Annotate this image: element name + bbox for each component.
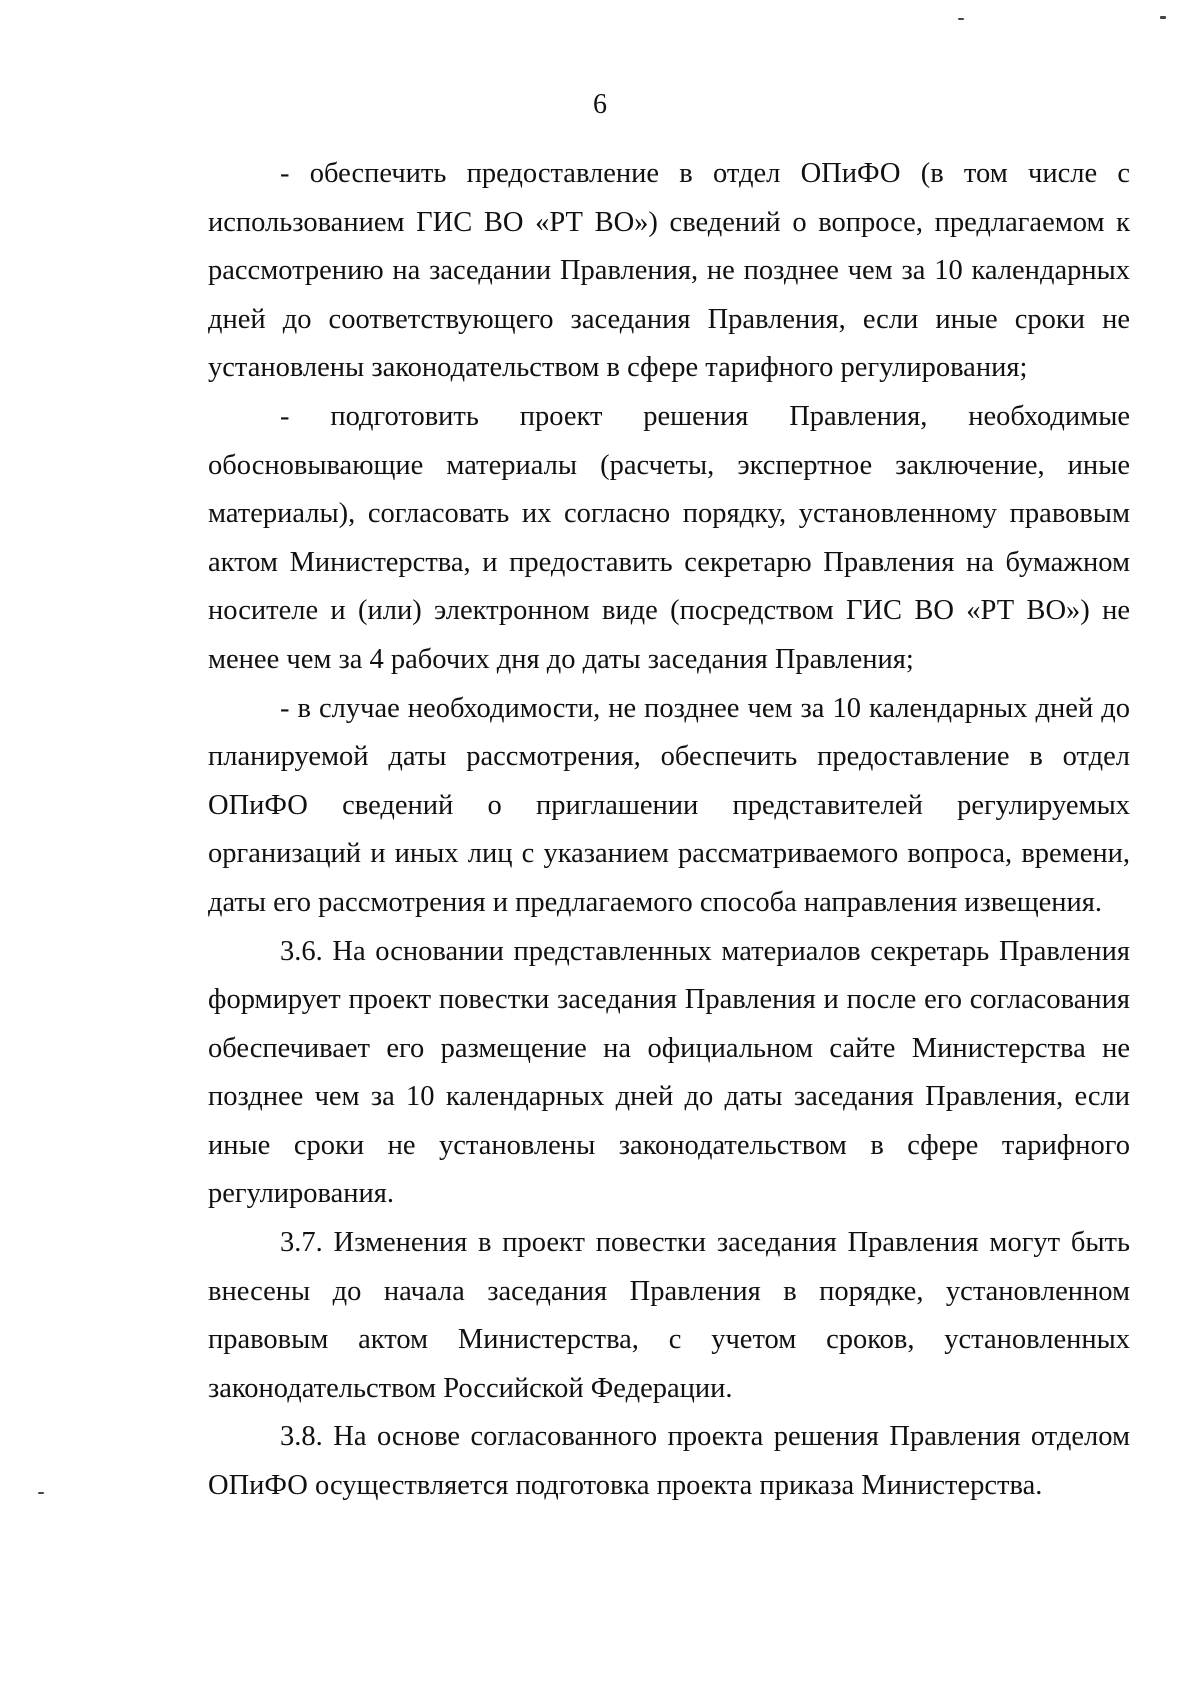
paragraph-bullet-3: - в случае необходимости, не позднее чем за 10 календарных дней до планируемой даты рассмотрения, обеспечить предоставление в отдел ОПиФО сведений о приглашении представителей регулируемых организаций и иных лиц с указанием рассматриваемого вопроса, времени, даты его рассмотрения и предлагаемого способа направления извещения.	[208, 692, 1130, 918]
scan-artifact	[38, 1492, 44, 1494]
page-number: 6	[593, 89, 607, 120]
scan-artifact	[1160, 16, 1166, 19]
paragraph-3-8: 3.8. На основе согласованного проекта решения Правления отделом ОПиФО осуществляется подготовка проекта приказа Министерства.	[208, 1421, 1130, 1502]
document-body	[208, 150, 1130, 1511]
paragraph-bullet-2: - подготовить проект решения Правления, необходимые обосновывающие материалы (расчеты, экспертное заключение, иные материалы), согласовать их согласно порядку, установленному правовым актом Министерства, и предоставить секретарю Правления на бумажном носителе и (или) электронном виде (посредством ГИС ВО «РТ ВО») не менее чем за 4 рабочих дня до даты заседания Правления;	[208, 400, 1130, 675]
paragraph-3-7: 3.7. Изменения в проект повестки заседания Правления могут быть внесены до начала заседания Правления в порядке, установленном правовым актом Министерства, с учетом сроков, установленных законодательством Российской Федерации.	[208, 1227, 1130, 1404]
scan-artifact	[958, 18, 964, 20]
paragraph-3-6: 3.6. На основании представленных материалов секретарь Правления формирует проект повестки заседания Правления и после его согласования обеспечивает его размещение на официальном сайте Министерства не позднее чем за 10 календарных дней до даты заседания Правления, если иные сроки не установлены законодательством в сфере тарифного регулирования.	[208, 935, 1130, 1210]
paragraph-bullet-1: - обеспечить предоставление в отдел ОПиФО (в том числе с использованием ГИС ВО «РТ ВО») сведений о вопросе, предлагаемом к рассмотрению на заседании Правления, не позднее чем за 10 календарных дней до соответствующего заседания Правления, если иные сроки не установлены законодательством в сфере тарифного регулирования;	[208, 158, 1130, 384]
